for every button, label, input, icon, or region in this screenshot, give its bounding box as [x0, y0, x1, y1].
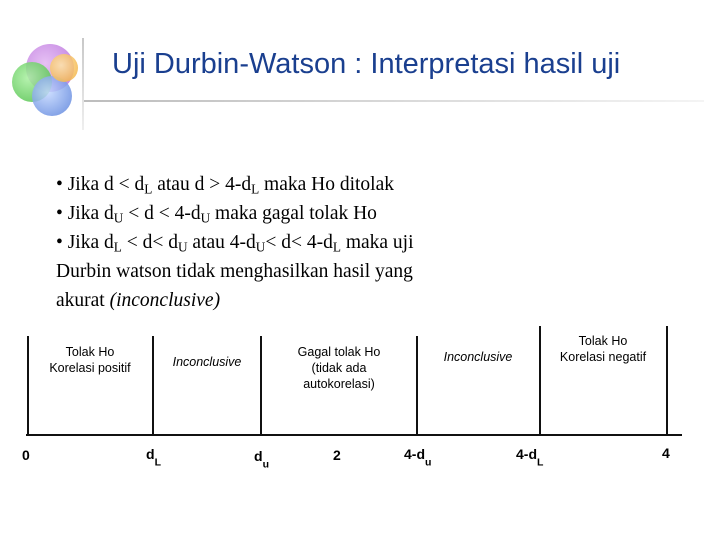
boundary-4-dl [539, 326, 541, 435]
region-reject-negative: Tolak Ho Korelasi negatif [559, 334, 647, 364]
region-fail-to-reject: Gagal tolak Ho (tidak ada autokorelasi) [297, 345, 381, 391]
tick-2: 2 [333, 447, 341, 463]
bullet-1: • Jika $d < d_L$ atau $d > 4-d_L$ maka Ho ditolak [56, 174, 394, 197]
tick-0: 0 [22, 447, 30, 463]
boundary-4 [666, 326, 668, 435]
boundary-du [260, 336, 262, 435]
bullet-3: • Jika $d_L < d< d_U$ atau $4-d_U< d< 4-d_L$ maka uji [56, 232, 414, 255]
region-reject-positive: Tolak Ho Korelasi positif [49, 345, 131, 375]
region-inconclusive-lower: Inconclusive [172, 355, 242, 369]
slide-title: Uji Durbin-Watson : Interpretasi hasil uji [112, 48, 621, 80]
bullet-3-line-2: Durbin watson tidak menghasilkan hasil yang [56, 261, 413, 282]
diagram-baseline [26, 434, 682, 436]
tick-dl: $d_L$ [146, 446, 161, 469]
tick-4-du: $4-d_u$ [404, 446, 432, 469]
bullet-2: • Jika $d_U < d < 4-d_U$ maka gagal tolak Ho [56, 203, 377, 226]
tick-4: 4 [662, 445, 670, 461]
tick-du: $d_u$ [254, 448, 269, 471]
boundary-dl [152, 336, 154, 435]
boundary-0 [27, 336, 29, 435]
tick-4-dl: $4-d_L$ [516, 446, 544, 469]
bullet-3-line-3: akurat (inconclusive) [56, 290, 221, 311]
boundary-4-du [416, 336, 418, 435]
region-inconclusive-upper: Inconclusive [443, 350, 513, 364]
